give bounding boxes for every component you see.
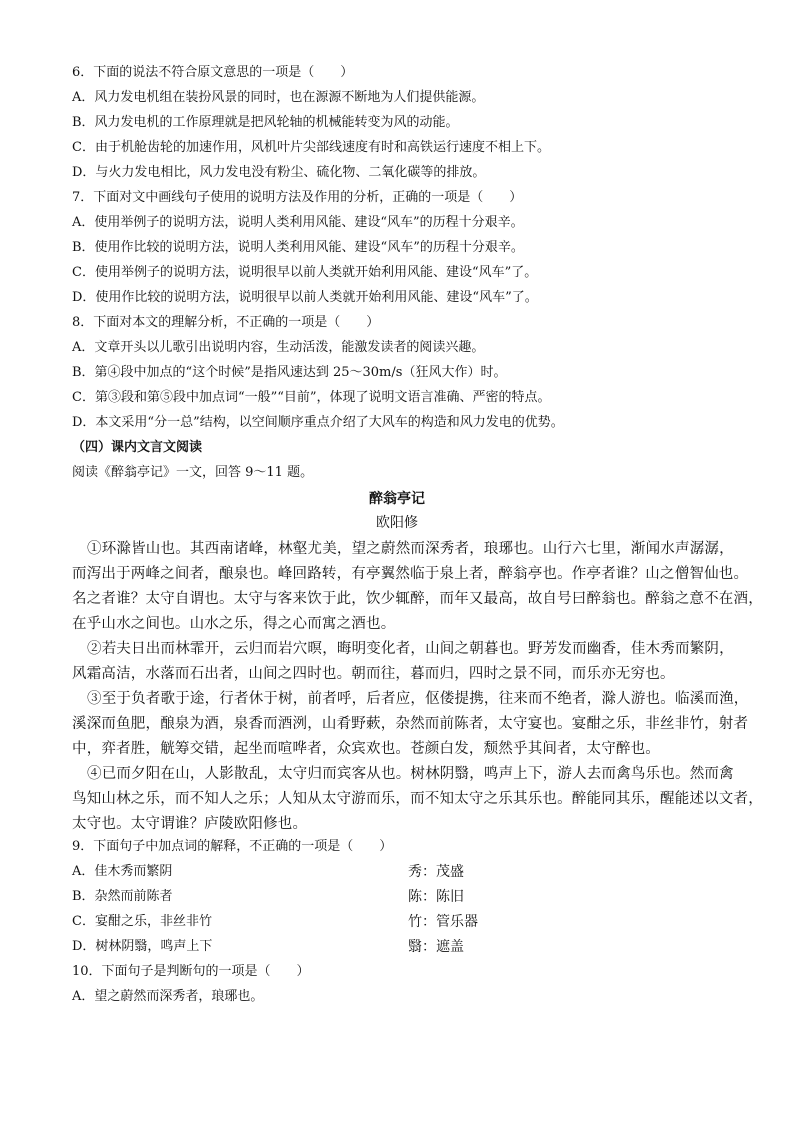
question-6-option-a: A．风力发电机组在装扮风景的同时，也在源源不断地为人们提供能源。 (72, 90, 485, 105)
section-heading: （四）课内文言文阅读 (72, 440, 203, 455)
question-6-option-c: C．由于机舱齿轮的加速作用，风机叶片尖部线速度有时和高铁运行速度不相上下。 (72, 140, 550, 155)
question-7-option-d: D．使用作比较的说明方法，说明很早以前人类就开始利用风能、建设“风车”了。 (72, 290, 538, 305)
question-9-stem: 9．下面句子中加点词的解释，不正确的一项是（ ） (72, 839, 393, 854)
passage-line: 溪深而鱼肥，酿泉为酒，泉香而酒洌，山肴野蔌，杂然而前陈者，太守宴也。宴酣之乐，非丝非竹，射者 (72, 716, 749, 732)
passage-line: ②若夫日出而林霏开，云归而岩穴暝，晦明变化者，山间之朝暮也。野芳发而幽香，佳木秀而繁阴， (87, 641, 734, 657)
passage-line: ④已而夕阳在山，人影散乱，太守归而宾客从也。树林阴翳，鸣声上下，游人去而禽鸟乐也。然而禽 (87, 766, 734, 782)
question-9-option-c-gloss: 竹：管乐器 (408, 914, 478, 930)
passage-line: ③至于负者歌于途，行者休于树，前者呼，后者应，伛偻提携，往来而不绝者，滁人游也。临溪而渔， (87, 691, 749, 707)
question-6-option-b: B．风力发电机的工作原理就是把风轮轴的机械能转变为风的动能。 (72, 115, 459, 130)
question-6-option-d: D．与火力发电相比，风力发电没有粉尘、硫化物、二氧化碳等的排放。 (72, 165, 486, 180)
passage-author: 欧阳修 (376, 515, 418, 531)
question-8-option-c: C．第③段和第⑤段中加点词“一般”“目前”，体现了说明文语言准确、严密的特点。 (72, 390, 551, 405)
question-9-option-b: B．杂然而前陈者 (72, 889, 173, 904)
passage-line: 鸟知山林之乐，而不知人之乐；人知从太守游而乐，而不知太守之乐其乐也。醉能同其乐，醒能述以文者， (72, 791, 763, 807)
passage-title: 醉翁亭记 (369, 491, 425, 507)
passage-line: 太守也。太守谓谁？庐陵欧阳修也。 (72, 816, 308, 832)
question-10-stem: 10．下面句子是判断句的一项是（ ） (72, 964, 310, 979)
passage-line: 中，弈者胜，觥筹交错，起坐而喧哗者，众宾欢也。苍颜白发，颓然乎其间者，太守醉也。 (72, 741, 660, 757)
passage-line: 在乎山水之间也。山水之乐，得之心而寓之酒也。 (72, 616, 396, 632)
passage-line: 而泻出于两峰之间者，酿泉也。峰回路转，有亭翼然临于泉上者，醉翁亭也。作亭者谁？山之僧智仙也。 (72, 566, 749, 582)
question-9-option-b-gloss: 陈：陈旧 (408, 889, 464, 905)
question-7-option-c: C．使用举例子的说明方法，说明很早以前人类就开始利用风能、建设“风车”了。 (72, 265, 538, 280)
passage-line: ①环滁皆山也。其西南诸峰，林壑尤美，望之蔚然而深秀者，琅琊也。山行六七里，渐闻水声潺潺， (87, 541, 734, 557)
question-9-option-c: C．宴酣之乐，非丝非竹 (72, 914, 212, 929)
question-8-option-b: B．第④段中加点的“这个时候”是指风速达到 25～30m/s（狂风大作）时。 (72, 365, 507, 380)
question-9-option-d: D．树林阴翳，鸣声上下 (72, 939, 213, 954)
question-7-option-b: B．使用作比较的说明方法，说明人类利用风能、建设“风车”的历程十分艰辛。 (72, 240, 524, 255)
question-6-stem: 6．下面的说法不符合原文意思的一项是（ ） (72, 65, 354, 80)
question-7-stem: 7．下面对文中画线句子使用的说明方法及作用的分析，正确的一项是（ ） (72, 190, 523, 205)
question-8-option-d: D．本文采用“分一总”结构，以空间顺序重点介绍了大风车的构造和风力发电的优势。 (72, 415, 564, 430)
question-9-option-a: A．佳木秀而繁阴 (72, 864, 173, 879)
question-9-option-a-gloss: 秀：茂盛 (408, 864, 464, 880)
passage-line: 风霜高洁，水落而石出者，山间之四时也。朝而往，暮而归，四时之景不同，而乐亦无穷也。 (72, 666, 675, 682)
question-8-stem: 8．下面对本文的理解分析，不正确的一项是（ ） (72, 315, 380, 330)
section-instruction: 阅读《醉翁亭记》一文，回答 9～11 题。 (72, 465, 314, 480)
question-10-option-a: A．望之蔚然而深秀者，琅琊也。 (72, 989, 264, 1004)
question-7-option-a: A．使用举例子的说明方法，说明人类利用风能、建设“风车”的历程十分艰辛。 (72, 215, 524, 230)
passage-line: 名之者谁？太守自谓也。太守与客来饮于此，饮少辄醉，而年又最高，故自号曰醉翁也。醉翁之意不在酒， (72, 591, 763, 607)
question-8-option-a: A．文章开头以儿歌引出说明内容，生动活泼，能激发读者的阅读兴趣。 (72, 340, 485, 355)
question-9-option-d-gloss: 翳：遮盖 (408, 939, 464, 955)
